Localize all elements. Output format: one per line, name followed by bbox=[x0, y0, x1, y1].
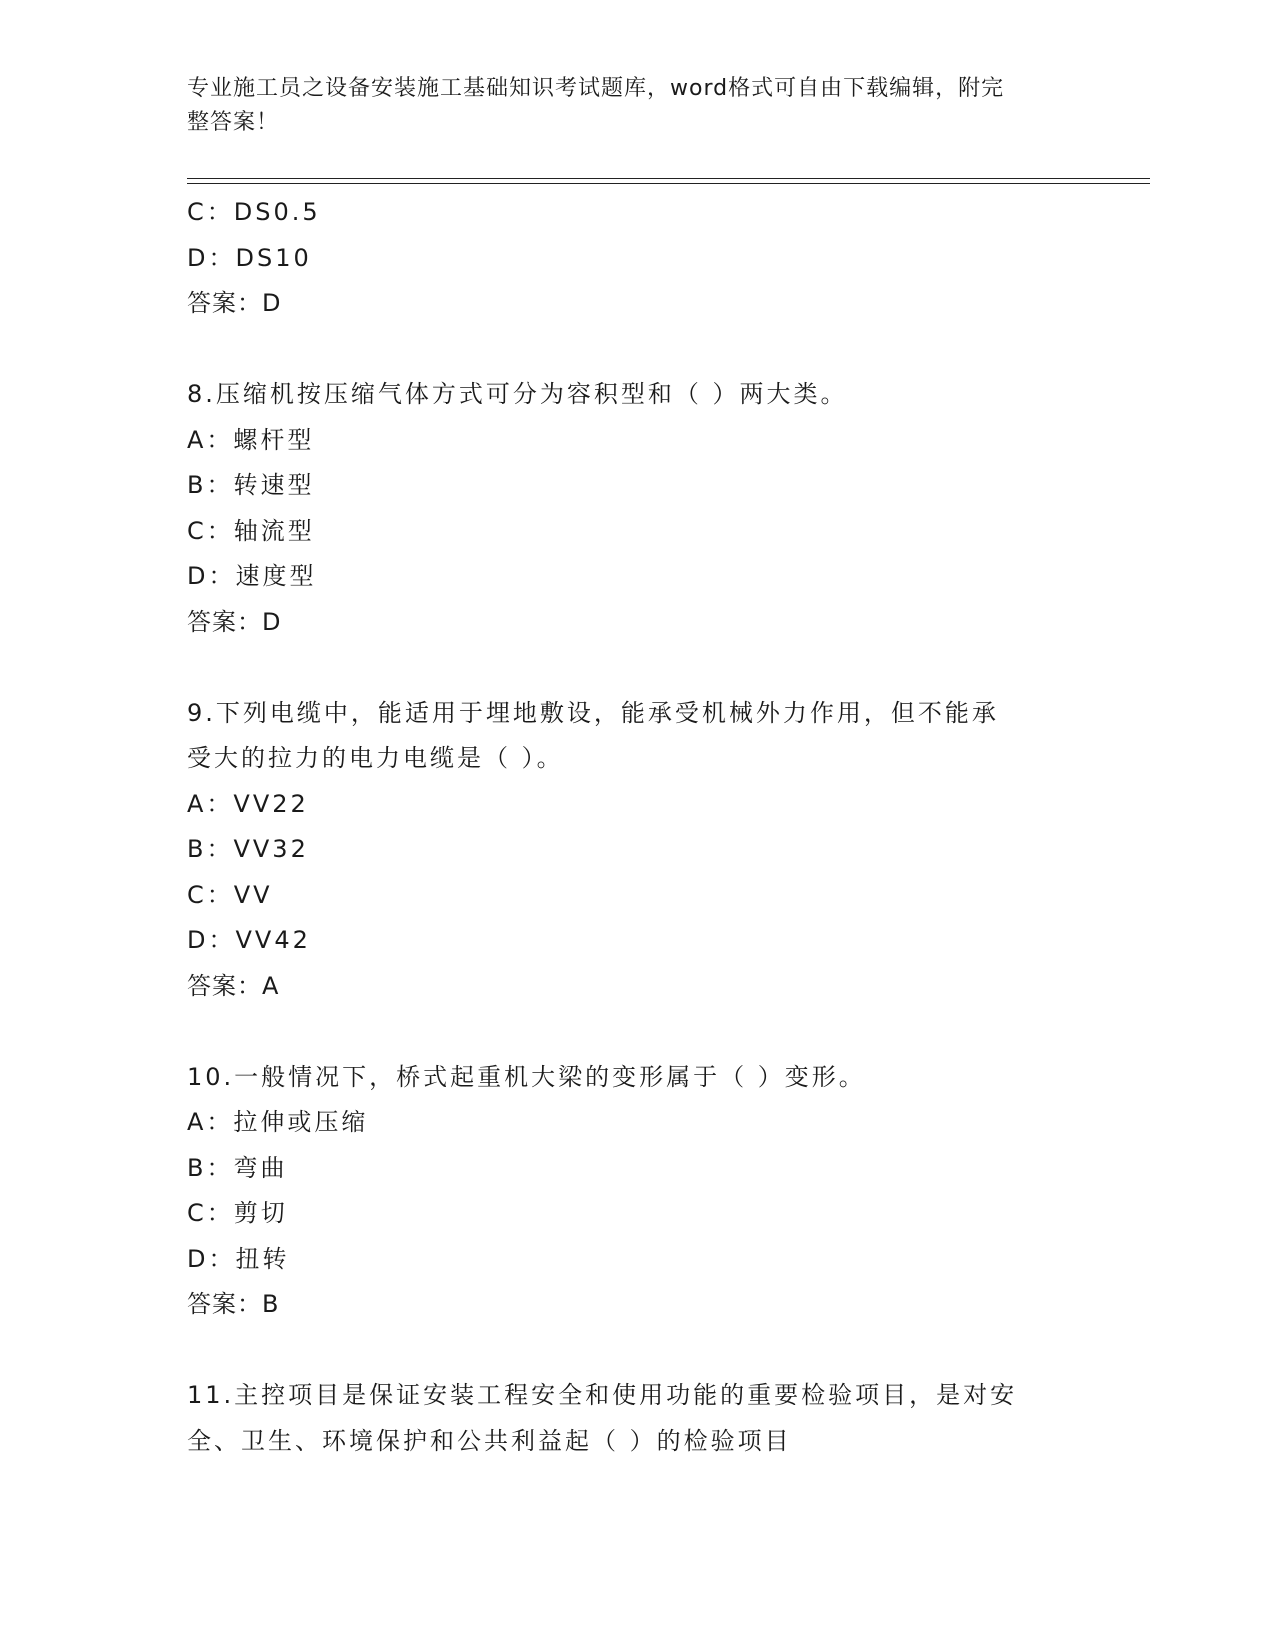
option-d: D：VV42 bbox=[187, 926, 311, 954]
header-divider-bottom bbox=[187, 183, 1150, 184]
option-d: D：速度型 bbox=[187, 562, 317, 590]
question-stem-continued: 全、卫生、环境保护和公共利益起（ ）的检验项目 bbox=[187, 1426, 792, 1455]
question-stem: 9.下列电缆中，能适用于埋地敷设，能承受机械外力作用，但不能承 bbox=[187, 698, 999, 727]
option-c: C：剪切 bbox=[187, 1199, 288, 1227]
option-d: D：扭转 bbox=[187, 1244, 290, 1273]
document-header bbox=[187, 72, 1067, 140]
option-b: B：弯曲 bbox=[187, 1153, 288, 1182]
spacer bbox=[187, 1328, 1087, 1374]
question-stem: 10.一般情况下，桥式起重机大梁的变形属于（ ）变形。 bbox=[187, 1062, 866, 1091]
spacer bbox=[187, 645, 1087, 691]
option-a: A：VV22 bbox=[187, 789, 309, 818]
spacer bbox=[187, 1009, 1087, 1055]
question-stem: 8.压缩机按压缩气体方式可分为容积型和（ ）两大类。 bbox=[187, 380, 848, 408]
question-10 bbox=[187, 1055, 1087, 1328]
header-line-2: 整答案！ bbox=[187, 110, 280, 135]
answer: 答案：D bbox=[187, 607, 282, 636]
header-line-1: 专业施工员之设备安装施工基础知识考试题库，word格式可自由下载编辑，附完 bbox=[187, 76, 1005, 101]
option-b: B：VV32 bbox=[187, 835, 309, 863]
spacer bbox=[187, 327, 1087, 373]
answer: 答案：A bbox=[187, 971, 280, 1000]
question-8 bbox=[187, 372, 1087, 645]
question-7-continued bbox=[187, 190, 1087, 327]
option-d: D：DS10 bbox=[187, 243, 312, 272]
option-a: A：拉伸或压缩 bbox=[187, 1108, 369, 1136]
option-c: C：VV bbox=[187, 880, 273, 909]
answer: 答案：B bbox=[187, 1290, 280, 1318]
question-list bbox=[187, 190, 1087, 1464]
option-a: A：螺杆型 bbox=[187, 425, 315, 454]
question-11 bbox=[187, 1373, 1087, 1464]
question-stem: 11.主控项目是保证安装工程安全和使用功能的重要检验项目，是对安 bbox=[187, 1381, 1018, 1409]
question-stem-continued: 受大的拉力的电力电缆是（ ）。 bbox=[187, 744, 564, 772]
header-divider-top bbox=[187, 178, 1150, 179]
option-c: C：轴流型 bbox=[187, 516, 315, 545]
option-b: B：转速型 bbox=[187, 471, 315, 499]
question-9 bbox=[187, 691, 1087, 1010]
answer: 答案：D bbox=[187, 289, 282, 317]
option-c: C：DS0.5 bbox=[187, 198, 321, 226]
